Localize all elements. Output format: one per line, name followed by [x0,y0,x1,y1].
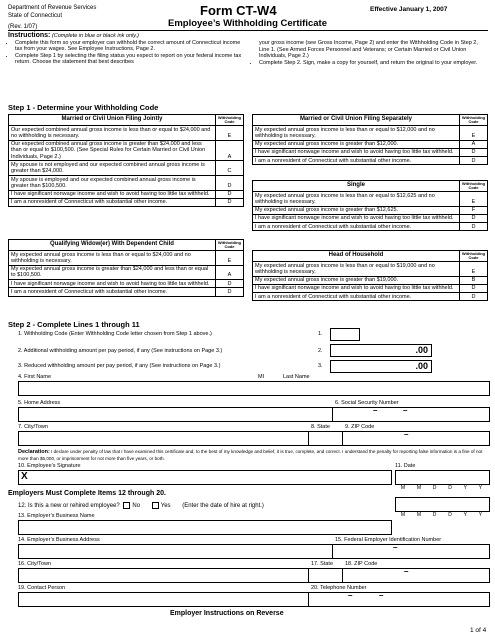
row-code: D [215,176,243,191]
table-title: Qualifying Widow(er) With Dependent Child [9,240,216,251]
home-address-field[interactable] [18,407,490,422]
business-address-label: 14. Employer’s Business Address [18,537,100,543]
row-code: A [215,265,243,280]
name-field[interactable] [18,381,490,396]
row-statement: My spouse is employed and our expected combined annual gross income is greater than $100,500. [9,176,216,191]
no-label: No [132,503,141,510]
table-married-separately [252,114,488,165]
line3-number: 3. [318,363,323,369]
hire-date-format [395,512,488,518]
yes-checkbox[interactable] [152,502,159,509]
line2-cents: .00 [415,345,428,355]
row-code: D [459,293,487,301]
row-code: A [459,140,487,148]
header-left [8,5,96,32]
hire-note: (Enter the date of hire at right.) [182,503,264,510]
line1-number: 1. [318,331,323,337]
table-row [253,223,488,231]
date-format-char: M [416,512,422,518]
declaration [18,449,488,461]
row-statement: My expected annual gross income is less than or equal to $24,000 and no withholding is necessary. [9,251,216,266]
business-address-field[interactable] [18,544,490,559]
form-subtitle: Employee’s Withholding Certificate [168,18,327,29]
table-row [253,206,488,214]
city-label: 7. City/Town [18,424,48,430]
step1-heading: Step 1 - Determine your Withholding Code [8,103,159,112]
date-format-char: M [400,485,406,491]
row-statement: I am a nonresident of Connecticut with substantial other income. [253,157,460,165]
contact-field[interactable] [18,592,490,607]
table-row [9,161,244,176]
row-statement: My expected annual gross income is less than or equal to $12,625 and no withholding is necessary. [253,192,460,207]
row-statement: My expected annual gross income is greater than $19,000. [253,276,460,284]
step2-heading: Step 2 - Complete Lines 1 through 11 [8,320,140,329]
row-code: D [459,148,487,156]
divider [308,592,309,606]
hire-date-field[interactable] [395,497,490,512]
table-row [253,157,488,165]
code-header: Withholding Code [459,251,487,262]
table-row [9,251,244,266]
line2-label: 2. Additional withholding amount per pay period, if any (See instructions on Page 3.) [18,348,223,354]
additional-withholding-input[interactable] [330,344,432,357]
table-row [253,214,488,222]
date-format-char: Y [463,512,467,518]
signature-x: X [21,471,28,482]
mi-label: MI [258,374,265,380]
row-code: D [459,157,487,165]
code-header: Withholding Code [215,115,243,126]
instructions-col2 [252,40,488,66]
date-format [395,485,488,491]
signature-field[interactable] [18,470,392,485]
header-rule [8,30,488,31]
business-name-label: 13. Employer’s Business Name [18,513,95,519]
row-statement: I have significant nonwage income and wish to avoid having too little tax withheld. [253,148,460,156]
table-row [253,293,488,301]
fein-label: 15. Federal Employer Identification Number [335,537,442,543]
employer-zip-label: 18. ZIP Code [345,561,378,567]
row-code: E [459,262,487,277]
row-statement: I have significant nonwage income and wish to avoid having too little tax withheld. [253,214,460,222]
line3-cents: .00 [415,361,428,371]
date-format-char: M [400,512,406,518]
table-row [9,265,244,280]
table-row [9,198,244,206]
table-title: Married or Civil Union Filing Separately [253,115,460,126]
row-code: D [215,288,243,296]
instructions-note: (Complete in blue or black ink only.) [51,33,139,39]
instruction-bullet-1: • Complete this form so your employer can withhold the correct amount of Connecticut income tax from your wages. See Employee Instructions, Page 2. [15,40,244,53]
row-code: C [215,161,243,176]
declaration-text: I declare under penalty of law that I have examined this certificate and, to the best of my knowledge and belief, it is true, complete, and correct. I understand the penalty for reporting false information is a fine of not more than $5,000, or imprisonment for not more than five years, or both. [18,449,483,461]
table-row [253,262,488,277]
row-code: E [215,126,243,141]
table-title: Head of Household [253,251,460,262]
row-statement: I am a nonresident of Connecticut with substantial other income. [9,288,216,296]
table-row [9,288,244,296]
date-format-char: Y [463,485,467,491]
row-statement: My expected annual gross income is greater than $24,000 and less than or equal to $100,500. [9,265,216,280]
city-state-zip-field[interactable] [18,431,490,446]
divider [332,407,333,421]
date-format-char: D [448,512,452,518]
row-statement: My spouse is not employed and our expected combined annual gross income is greater than $24,000. [9,161,216,176]
business-name-field[interactable] [18,520,392,535]
code-header: Withholding Code [215,240,243,251]
row-code: D [215,280,243,288]
row-statement: I am a nonresident of Connecticut with substantial other income. [253,293,460,301]
first-name-label: 4. First Name [18,374,52,380]
employer-city-label: 16. City/Town [18,561,52,567]
no-checkbox[interactable] [123,502,130,509]
line1-label: 1. Withholding Code (Enter Withholding Code letter chosen from Step 1 above.) [18,331,212,337]
divider [308,431,309,445]
table-row [253,284,488,292]
reduced-withholding-input[interactable] [330,360,432,373]
date-format-char: D [432,485,437,491]
row-statement: I have significant nonwage income and wish to avoid having too little tax withheld. [9,190,216,198]
employer-city-field[interactable] [18,568,490,583]
state-name: State of Connecticut [8,12,63,19]
table-row [9,126,244,141]
table-row [253,126,488,141]
row-statement: I have significant nonwage income and wish to avoid having too little tax withheld. [9,280,216,288]
table-married-jointly [8,114,244,207]
line3-label: 3. Reduced withholding amount per pay period, if any (See instructions on Page 3.) [18,363,221,369]
table-row [9,190,244,198]
row-statement: My expected annual gross income is greater than $12,000. [253,140,460,148]
row-statement: I have significant nonwage income and wish to avoid having too little tax withheld. [253,284,460,292]
question-text: 12. Is this a new or rehired employee? [18,503,120,510]
withholding-code-input[interactable] [330,328,360,341]
table-row [253,276,488,284]
row-statement: I am a nonresident of Connecticut with substantial other income. [9,198,216,206]
date-format-char: Y [478,485,483,491]
effective-date: Effective January 1, 2007 [370,6,448,13]
table-single [252,180,488,231]
new-employee-question [18,502,264,509]
employer-state-label: 17. State [311,561,334,567]
code-header: Withholding Code [459,115,487,126]
revision: (Rev. 1/07) [8,24,38,30]
table-row [253,148,488,156]
zip-label: 9. ZIP Code [345,424,375,430]
table-title: Single [253,181,460,192]
row-code: D [215,198,243,206]
line2-number: 2. [318,348,323,354]
date-format-char: D [448,485,452,491]
last-name-label: Last Name [283,374,310,380]
instructions-heading: Instructions: [8,32,51,39]
row-statement: My expected annual gross income is less than or equal to $12,000 and no withholding is necessary. [253,126,460,141]
yes-label: Yes [160,503,171,510]
ssn-label: 6. Social Security Number [335,400,399,406]
code-header: Withholding Code [459,181,487,192]
page-number: 1 of 4 [470,627,487,634]
table-row [9,176,244,191]
date-format-char: Y [478,512,483,518]
date-format-char: D [432,512,437,518]
row-statement: Our expected combined annual gross income is less than or equal to $24,000 and no withholding is necessary. [9,126,216,141]
row-code: A [215,140,243,161]
table-widower [8,239,244,297]
divider [332,544,333,558]
row-code: D [215,190,243,198]
row-statement: My expected annual gross income is less than or equal to $19,000 and no withholding is necessary. [253,262,460,277]
dept-name: Department of Revenue Services [8,5,97,11]
contact-person-label: 19. Contact Person [18,585,66,591]
row-code: B [459,276,487,284]
instructions-col1 [8,33,244,66]
row-code: D [459,284,487,292]
date-field[interactable] [395,470,490,485]
divider [342,431,343,445]
divider [308,568,309,582]
declaration-label: Declaration: [18,449,50,455]
row-code: E [459,192,487,207]
date-format-char: M [416,485,422,491]
row-statement: Our expected combined annual gross income is greater than $24,000 and less than or equal to $100,500. (See Special Rules for Certain Married or Civil Union Individuals, Page 2.) [9,140,216,161]
table-row [253,192,488,207]
state-label: 8. State [311,424,330,430]
home-address-label: 5. Home Address [18,400,61,406]
row-code: D [459,223,487,231]
table-head-household [252,250,488,301]
form-title: Form CT-W4 [200,3,277,18]
row-code: D [459,214,487,222]
row-statement: I am a nonresident of Connecticut with substantial other income. [253,223,460,231]
signature-label: 10. Employee’s Signature [18,463,81,469]
employer-instructions-footer: Employer Instructions on Reverse [170,610,284,617]
instruction-bullet-3: • Complete Step 2. Sign, make a copy for yourself, and return the original to your employer. [259,60,488,67]
instruction-bullet-2: • Complete Step 1 by selecting the filing status you expect to report on your federal income tax return. Choose the statement that best describes [15,53,244,66]
row-code: F [459,206,487,214]
table-row [9,280,244,288]
instruction-continued: your gross income (see Gross Income, Page 2) and enter the Withholding Code in Step 2, Line 1. (See Armed Forces Personnel and Veterans; or Certain Married or Civil Union Individuals, Page 2.) [259,40,478,59]
row-code: E [459,126,487,141]
row-statement: My expected annual gross income is greater than $12,625. [253,206,460,214]
employer-heading: Employers Must Complete Items 12 through 20. [8,490,166,497]
table-title: Married or Civil Union Filing Jointly [9,115,216,126]
date-label: 11. Date [395,463,416,469]
divider [342,568,343,582]
telephone-label: 20. Telephone Number [311,585,367,591]
row-code: E [215,251,243,266]
table-row [253,140,488,148]
table-row [9,140,244,161]
